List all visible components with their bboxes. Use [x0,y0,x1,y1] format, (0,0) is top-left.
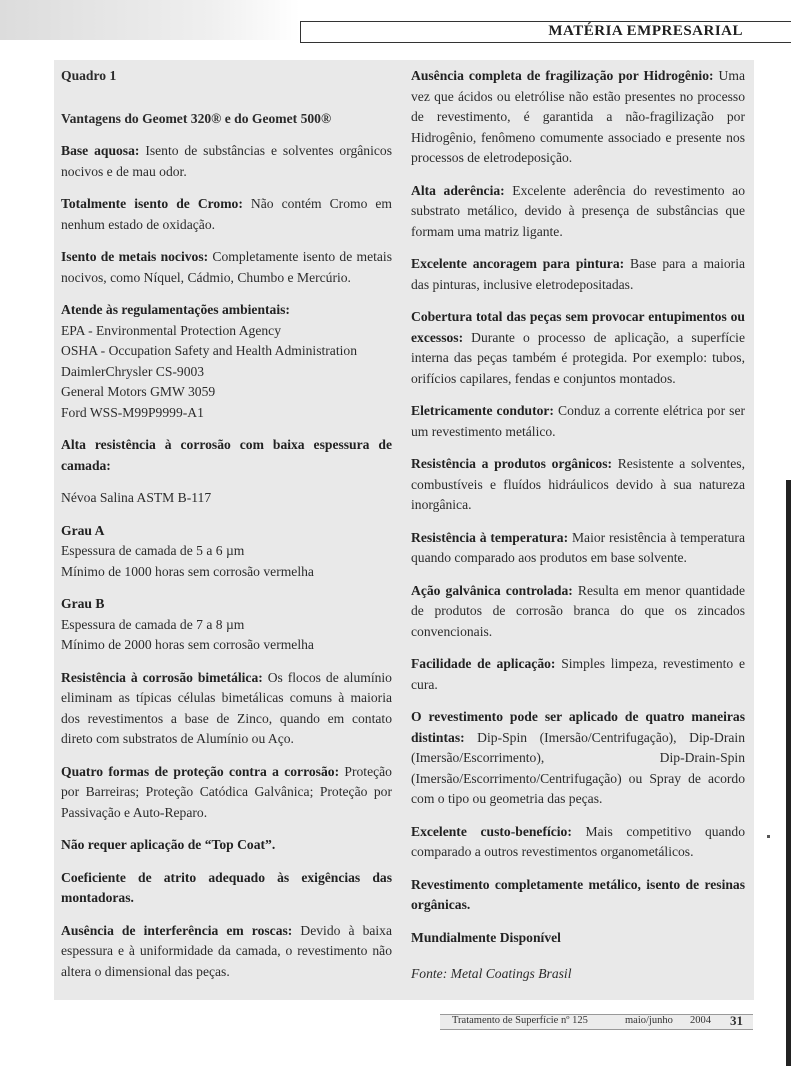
item-regulamentacoes [61,300,392,423]
item-aderencia [411,181,745,243]
item-text: Os flocos de alumínio eliminam as típicas células bimetálicas comuns à maioria dos revestimentos a base de Zinco, quando em contato direto com substratos de Alumínio ou Aço. [61,669,392,746]
item-cromo [61,194,392,235]
item-text: Resulta em menor quantidade de produtos de corrosão branca do que os zincados convencionais. [411,582,745,639]
quadro-title: Vantagens do Geomet 320® e do Geomet 500® [61,110,332,126]
item-heading: Ausência de interferência em roscas: [61,922,293,938]
item-quatro-maneiras [411,707,745,810]
item-text: Mais competitivo quando comparado a outros revestimentos organometálicos. [411,823,746,859]
reg-line: EPA - Environmental Protection Agency [61,322,281,338]
item-text: Devido à baixa espessura e à uniformidade da camada, o revestimento não altera o dimensional das peças. [61,922,393,979]
right-column [411,66,745,997]
item-heading: Ausência completa de fragilização por Hidrogênio: [411,68,714,83]
item-custo [411,822,745,863]
item-heading: Facilidade de aplicação: [411,656,556,671]
item-text: Uma vez que ácidos ou eletrólise não estão presentes no processo de revestimento, é garantida a não-fragilização por Hidrogênio, fenômeno comumente associado e presente nos processos de eletrodeposição. [411,68,745,165]
scan-speck [767,835,770,838]
item-heading: O revestimento pode ser aplicado de quatro maneiras distintas: [411,709,745,745]
nevoa-salina: Névoa Salina ASTM B-117 [61,490,212,505]
left-column [61,66,392,994]
grau-line: Mínimo de 1000 horas sem corrosão vermelha [61,563,314,579]
page-footer [440,1014,753,1030]
item-bimetalica [61,668,392,750]
item-text: Dip-Spin (Imersão/Centrifugação), Dip-Drain (Imersão/Escorrimento), Dip-Drain-Spin (Imersão/Escorrimento/Centrifugação) ou Spray de acordo com o tipo ou geometria das peças. [411,729,745,806]
item-cobertura [411,307,745,389]
grau-line: Mínimo de 2000 horas sem corrosão vermelha [61,637,314,652]
item-heading: Eletricamente condutor: [411,403,554,418]
item-roscas [61,921,392,983]
reg-line: Ford WSS-M99P9999-A1 [61,404,204,420]
quadro-label: Quadro 1 [61,68,117,83]
item-heading: Excelente ancoragem para pintura: [411,256,625,271]
top-gradient-strip [0,0,300,40]
reg-line: OSHA - Occupation Safety and Health Administration [61,343,357,358]
footer-date: maio/junho [625,1015,673,1026]
item-galvanica [411,581,745,643]
item-heading: Alta aderência: [411,182,505,198]
item-text: Excelente aderência do revestimento ao substrato metálico, devido à presença de substâncias que formam uma matriz ligante. [411,182,746,239]
item-atrito [61,868,392,909]
item-heading: Totalmente isento de Cromo: [61,196,243,211]
page-edge-bar [786,480,791,1066]
item-heading: Grau B [61,596,105,611]
grau-line: Espessura de camada de 7 a 8 µm [61,616,245,632]
section-title: MATÉRIA EMPRESARIAL [548,23,743,39]
item-quatro-formas [61,762,392,824]
item-top-coat [61,835,392,856]
item-heading: Excelente custo-benefício: [411,823,572,839]
footer-magazine: Tratamento de Superfície nº 125 [452,1015,588,1026]
item-temperatura [411,528,745,569]
item-text: Conduz a corrente elétrica por ser um revestimento metálico. [411,403,745,439]
item-heading: Resistência a produtos orgânicos: [411,456,613,471]
item-fragilizacao [411,66,745,169]
footer-year: 2004 [690,1015,711,1026]
item-organicos [411,454,745,516]
item-heading: Quatro formas de proteção contra a corrosão: [61,763,340,779]
item-heading: Base aquosa: [61,143,140,158]
item-text: Durante o processo de aplicação, a superfície interna das peças também é protegida. Por exemplo: tubos, orifícios capilares, fendas e conjuntos montados. [411,329,745,386]
source-credit: Fonte: Metal Coatings Brasil [411,966,572,981]
item-mundial [411,928,745,949]
item-heading: Resistência à temperatura: [411,529,569,545]
item-heading: Mundialmente Disponível [411,929,561,945]
item-heading: Isento de metais nocivos: [61,249,209,264]
item-text: Proteção por Barreiras; Proteção Catódica Galvânica; Proteção por Passivação e Auto-Reparo. [61,763,392,820]
grau-line: Espessura de camada de 5 a 6 µm [61,543,245,558]
item-facilidade [411,654,745,695]
item-grau-a [61,521,392,583]
item-grau-b [61,594,392,656]
item-heading: Coeficiente de atrito adequado às exigências das montadoras. [61,869,392,905]
item-text: Resistente a solventes, combustíveis e fluídos hidráulicos devido à sua natureza inorgânica. [411,456,745,512]
item-metais [61,247,392,288]
item-heading: Grau A [61,522,105,538]
item-text: Base para a maioria das pinturas, inclusive eletrodepositadas. [411,256,745,292]
reg-line: General Motors GMW 3059 [61,384,216,399]
item-alta-resistencia [61,435,392,476]
item-text: Maior resistência à temperatura quando comparado aos produtos em base solvente. [411,529,745,565]
item-text: Simples limpeza, revestimento e cura. [411,656,746,692]
item-text: Completamente isento de metais nocivos, como Níquel, Cádmio, Chumbo e Mercúrio. [61,249,392,285]
item-heading: Atende às regulamentações ambientais: [61,302,290,317]
item-base-aquosa [61,141,392,182]
reg-line: DaimlerChrysler CS-9003 [61,363,205,379]
item-heading: Ação galvânica controlada: [411,582,573,598]
item-heading: Resistência à corrosão bimetálica: [61,669,263,685]
item-heading: Cobertura total das peças sem provocar entupimentos ou excessos: [411,309,745,345]
item-text: Não contém Cromo em nenhum estado de oxidação. [61,196,392,232]
item-heading: Não requer aplicação de “Top Coat”. [61,837,276,852]
item-text: Isento de substâncias e solventes orgânicos nocivos e de mau odor. [61,143,392,179]
page-number: 31 [730,1013,743,1028]
item-heading: Alta resistência à corrosão com baixa espessura de camada: [61,437,392,473]
item-metalico [411,875,745,916]
item-condutor [411,401,745,442]
section-header [300,21,791,43]
item-heading: Revestimento completamente metálico, isento de resinas orgânicas. [411,876,745,912]
item-ancoragem [411,254,745,295]
